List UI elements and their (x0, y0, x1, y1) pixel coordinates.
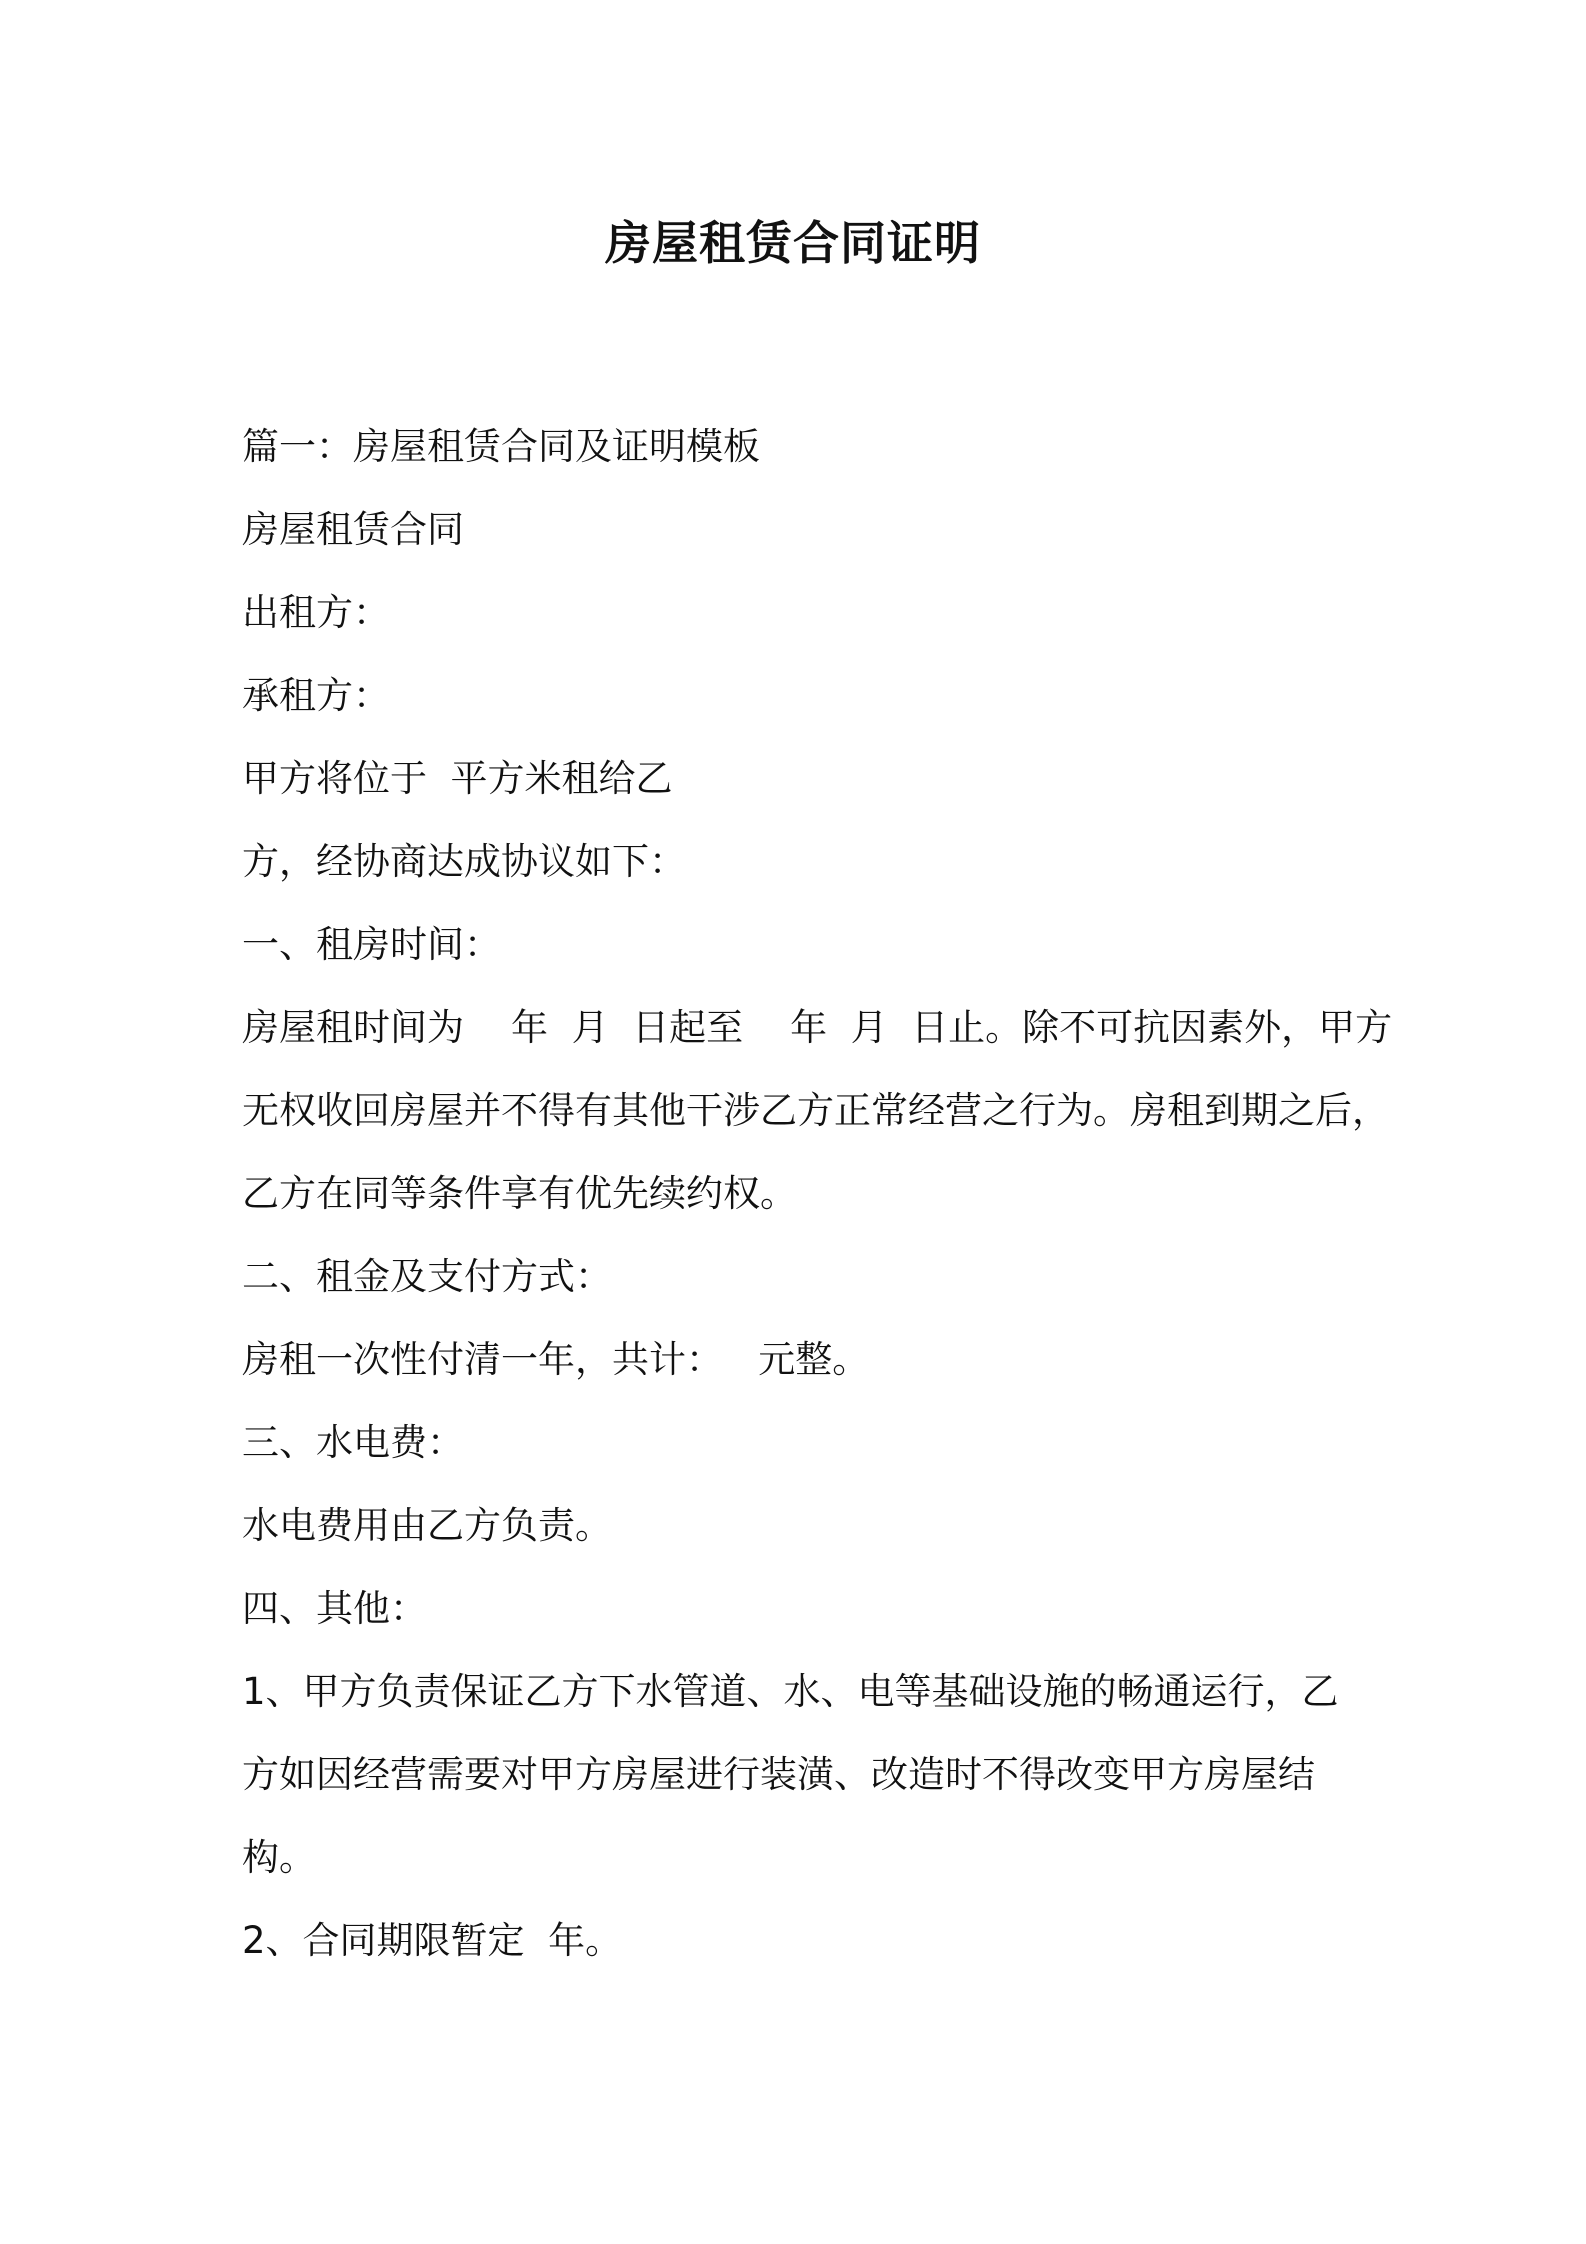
paragraph-line: 2、合同期限暂定 年。 (242, 1919, 623, 1962)
paragraph-line: 水电费用由乙方负责。 (242, 1504, 612, 1547)
paragraph-line: 构。 (242, 1836, 316, 1879)
document-body (242, 405, 1393, 1982)
paragraph-line: 房租一次性付清一年，共计： 元整。 (242, 1338, 870, 1381)
document-title: 房屋租赁合同证明 (605, 216, 981, 270)
paragraph-line: 房屋租时间为 年 月 日起至 年 月 日止。除不可抗因素外，甲方 (242, 1006, 1393, 1049)
paragraph-line: 方如因经营需要对甲方房屋进行装潢、改造时不得改变甲方房屋结 (242, 1753, 1315, 1796)
lessor-field: 出租方： (242, 591, 390, 634)
paragraph-line: 无权收回房屋并不得有其他干涉乙方正常经营之行为。房租到期之后， (242, 1089, 1389, 1132)
clause-heading: 二、租金及支付方式： (242, 1255, 612, 1298)
clause-heading: 四、其他： (242, 1587, 427, 1630)
section-heading: 篇一：房屋租赁合同及证明模板 (242, 425, 760, 468)
paragraph-line: 1、甲方负责保证乙方下水管道、水、电等基础设施的畅通运行，乙 (242, 1670, 1339, 1713)
paragraph-line: 乙方在同等条件享有优先续约权。 (242, 1172, 797, 1215)
clause-heading: 一、租房时间： (242, 923, 501, 966)
contract-heading: 房屋租赁合同 (242, 508, 464, 551)
paragraph-line: 方，经协商达成协议如下： (242, 840, 686, 883)
clause-heading: 三、水电费： (242, 1421, 464, 1464)
lessee-field: 承租方： (242, 674, 390, 717)
paragraph-line: 甲方将位于 平方米租给乙 (242, 757, 673, 800)
